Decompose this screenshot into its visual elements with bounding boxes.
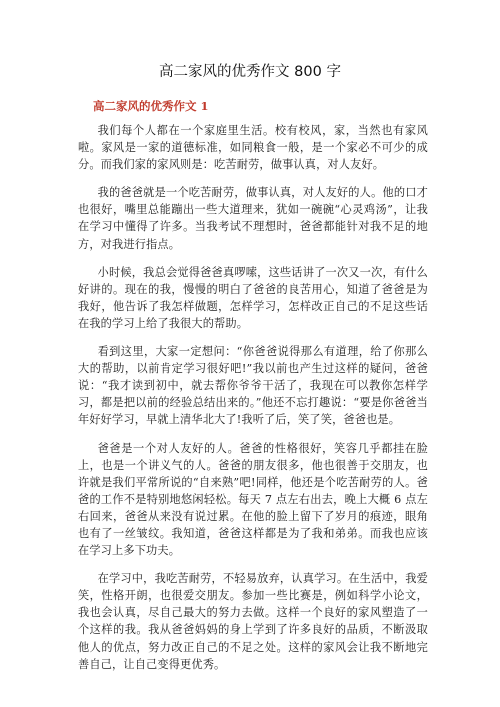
paragraph-2: 我的爸爸就是一个吃苦耐劳，做事认真，对人友好的人。他的口才也很好，嘴里总能蹦出一些大道理来，犹如一碗碗“心灵鸡汤”，让我在学习中懂得了许多。当我考试不理想时，爸爸都能针对我不足的地方，对我进行指点。: [78, 186, 428, 251]
paragraph-6: 在学习中，我吃苦耐劳，不轻易放弃，认真学习。在生活中，我爱笑，性格开朗，也很爱交朋友。参加一些比赛是，例如科学小论文，我也会认真，尽自己最大的努力去做。这样一个良好的家风塑造了一个这样的我。我从爸爸妈妈的身上学到了许多良好的品质，不断汲取他人的优点，努力改正自己的不足之处。这样的家风会让我不断地完善自己，让自己变得更优秀。: [78, 572, 428, 671]
essay-body: [78, 122, 428, 684]
page-title: 高二家风的优秀作文 800 字: [159, 64, 341, 80]
essay-heading: 高二家风的优秀作文 1: [93, 99, 209, 113]
paragraph-1: 我们每个人都在一个家庭里生活。校有校风，家，当然也有家风啦。家风是一家的道德标准，如同粮食一般，是一个家必不可少的成分。而我们家的家风则是：吃苦耐劳，做事认真，对人友好。: [78, 124, 428, 172]
paragraph-3: 小时候，我总会觉得爸爸真啰嗦，这些话讲了一次又一次，有什么好讲的。现在的我，慢慢的明白了爸爸的良苦用心，知道了爸爸是为我好，他告诉了我怎样做题，怎样学习，怎样改正自己的不足这些话在我的学习上给了我很大的帮助。: [78, 265, 428, 330]
paragraph-5: 爸爸是一个对人友好的人。爸爸的性格很好，笑容几乎都挂在脸上，也是一个讲义气的人。爸爸的朋友很多，他也很善于交朋友，也许就是我们平常所说的“自来熟”吧!同样，他还是个吃苦耐劳的人。爸爸的工作不是特别地悠闲轻松。每天 7 点左右出去，晚上大概 6 点左右回来，爸爸从来没有说过累。在他的脸上留下了岁月的痕迹，眼角也有了一丝皱纹。我知道，爸爸这样都是为了我和弟弟。而我也应该在学习上多下功夫。: [78, 441, 428, 558]
paragraph-4: 看到这里，大家一定想问：“你爸爸说得那么有道理，给了你那么大的帮助，以前肯定学习很好吧!”我以前也产生过这样的疑问，爸爸说：“我才读到初中，就去帮你爷爷干活了，我现在可以教你怎样学习，都是把以前的经验总结出来的。”他还不忘打趣说：“要是你爸爸当年好好学习，早就上清华北大了!我听了后，笑了笑，爸爸也是。: [78, 345, 428, 427]
